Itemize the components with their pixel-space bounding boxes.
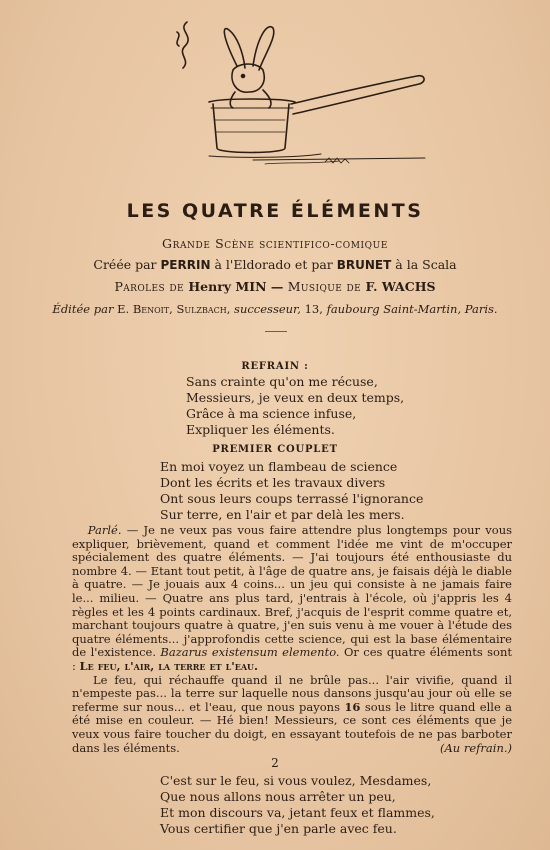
- lyrics-label: Paroles de: [114, 279, 184, 294]
- spoken-text-end: Or ces quatre éléments sont :: [72, 645, 512, 673]
- song-title: LES QUATRE ÉLÉMENTS: [126, 200, 424, 222]
- verse-line: Sans crainte qu'on me récuse,: [186, 374, 378, 389]
- publisher-street: faubourg Saint-Martin,: [326, 302, 462, 316]
- refrain-verse: [186, 374, 404, 438]
- publisher-line: [0, 302, 550, 316]
- verse-line: Sur terre, en l'air et par delà les mers.: [160, 507, 405, 522]
- creation-line: [0, 257, 550, 272]
- publisher-address: 13,: [304, 302, 323, 316]
- creation-prefix: Créée par: [93, 257, 157, 272]
- publisher-prefix: Éditée par: [52, 302, 114, 316]
- couplet2-verse: [160, 773, 435, 837]
- lyricist-name: Henry MIN: [188, 279, 267, 294]
- verse-line: Que nous allons nous arrêter un peu,: [160, 789, 396, 804]
- verse-line: En moi voyez un flambeau de science: [160, 459, 398, 474]
- spoken-text: Je ne veux pas vous faire attendre plus longtemps pour vous expliquer, brièvement, quand et comment l'idée me vint de m'occuper spécialement des quatre éléments. — J'ai toujours été enthousiaste du nombre 4. — Etant tout petit, à l'âge de quatre ans, je faisais déjà le diable à quatre. — Je jouais aux 4 coins... un jeu qui consiste à ne jamais faire le... milieu. — Quatre ans plus tard, j'entrais à l'école, où j'appris les 4 règles et les 4 points cardinaux. Bref, j'acquis de l'esprit comme quatre et, marchant toujours quatre à quatre, j'en suis venu à me vouer à l'étude des quatre éléments... j'approfondis cette science, qui est la base élémentaire de l'existence.: [72, 523, 513, 660]
- spoken-passage: [72, 524, 512, 755]
- publisher-name: E. Benoit, Sulzbach,: [117, 302, 231, 316]
- refrain-cue: (Au refrain.): [440, 740, 512, 755]
- spoken-paragraph-2: [72, 674, 512, 756]
- verse-line: Vous certifier que j'en parle avec feu.: [160, 821, 397, 836]
- price-value: 16: [344, 699, 361, 714]
- creation-mid: à l'Eldorado et par: [214, 257, 333, 272]
- verse-line: Ont sous leurs coups terrassé l'ignorance: [160, 491, 424, 506]
- couplet1-verse: [160, 459, 423, 523]
- couplet1-heading: PREMIER COUPLET: [212, 444, 338, 455]
- publisher-role: successeur,: [234, 302, 301, 316]
- song-subtitle: Grande Scène scientifico-comique: [162, 236, 388, 251]
- verse-line: Grâce à ma science infuse,: [186, 406, 357, 421]
- section-divider: [265, 331, 287, 332]
- composer-name: F. WACHS: [365, 279, 436, 294]
- refrain-heading: REFRAIN :: [241, 361, 309, 372]
- verse-line: Et mon discours va, jetant feux et flammes,: [160, 805, 435, 820]
- verse-line: Dont les écrits et les travaux divers: [160, 475, 386, 490]
- rabbit-in-saucepan-illustration: [125, 8, 435, 168]
- verse-line: Messieurs, je veux en deux temps,: [186, 390, 405, 405]
- spoken-paragraph-1: [72, 524, 512, 674]
- spoken-text: Le feu, qui réchauffe quand il ne brûle pas... l'air vivifie, quand il n'empeste pas... la terre sur laquelle nous dansons jusqu'au jour où elle se referme sur nous... et l'eau, que nous payons: [72, 672, 513, 714]
- credits-separator: —: [270, 279, 284, 294]
- couplet-number: 2: [271, 756, 279, 770]
- latin-phrase: Bazarus existensum elemento.: [160, 645, 340, 660]
- music-label: Musique de: [287, 279, 362, 294]
- verse-line: C'est sur le feu, si vous voulez, Mesdames,: [160, 773, 432, 788]
- creation-suffix: à la Scala: [395, 257, 457, 272]
- publisher-city: Paris.: [464, 302, 498, 316]
- credits-line: [0, 279, 550, 294]
- parle-label: Parlé. —: [87, 523, 139, 537]
- spoken-text: sous le litre quand elle a été mise en couleur. — Hé bien! Messieurs, ce sont ces éléments que je veux vous faire toucher du doigt, en essayant toutefois de ne pas barboter dans les éléments.: [72, 699, 513, 755]
- artist-perrin: PERRIN: [160, 258, 211, 272]
- artist-brunet: BRUNET: [336, 258, 392, 272]
- verse-line: Expliquer les éléments.: [186, 422, 335, 437]
- elements-list: Le feu, l'air, la terre et l'eau.: [79, 658, 259, 673]
